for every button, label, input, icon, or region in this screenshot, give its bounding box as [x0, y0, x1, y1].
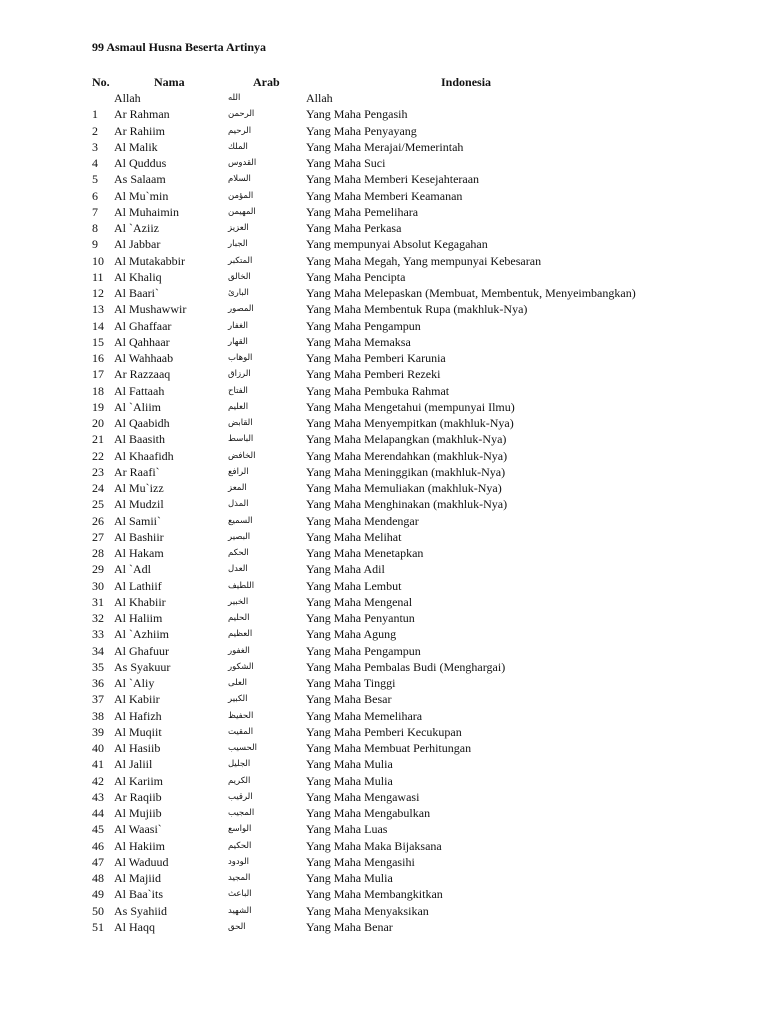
row-arabic: القدوس [228, 158, 257, 168]
row-meaning: Yang Maha Pemberi Rezeki [306, 367, 441, 382]
row-name: Al Ghaffaar [114, 318, 172, 333]
row-arabic: الكبير [228, 694, 248, 705]
row-arabic: الحفيظ [228, 710, 254, 721]
row-name: Al Baasith [114, 432, 165, 447]
row-arabic: المجيد [228, 873, 251, 883]
row-number: 2 [92, 123, 98, 138]
row-number: 50 [92, 903, 104, 918]
row-meaning: Yang Maha Meninggikan (makhluk-Nya) [306, 464, 506, 479]
row-name: Al Malik [114, 139, 158, 154]
row-number: 22 [92, 448, 104, 463]
row-meaning: Allah [306, 91, 333, 105]
document-title: 99 Asmaul Husna Beserta Artinya [92, 40, 267, 54]
table-row [0, 691, 768, 707]
row-name: As Syakuur [114, 659, 171, 674]
row-meaning: Yang Maha Menyaksikan [306, 903, 429, 918]
row-meaning: Yang Maha Melapangkan (makhluk-Nya) [306, 432, 507, 447]
row-meaning: Yang Maha Menetapkan [306, 546, 424, 560]
table-row [0, 366, 768, 382]
row-name: Al Wahhaab [114, 351, 174, 365]
row-meaning: Yang Maha Pengampun [306, 643, 421, 658]
row-name: Al Muqiit [114, 724, 162, 739]
row-meaning: Yang Maha Suci [306, 156, 386, 170]
row-number: 3 [92, 139, 98, 154]
row-meaning: Yang Maha Memuliakan (makhluk-Nya) [306, 481, 502, 495]
row-number: 5 [92, 172, 98, 187]
row-name: Al Fattaah [114, 383, 165, 398]
table-row [0, 383, 768, 399]
row-number: 26 [92, 513, 104, 528]
row-name: Al Majiid [114, 871, 161, 885]
table-row [0, 301, 768, 317]
row-meaning: Yang Maha Pencipta [306, 269, 406, 284]
table-row [0, 123, 768, 139]
table-row [0, 659, 768, 675]
table-row [0, 334, 768, 350]
row-name: Al Qahhaar [114, 334, 170, 349]
row-number: 15 [92, 334, 104, 349]
row-name: Al Hakam [114, 546, 164, 560]
row-number: 40 [92, 741, 104, 755]
table-row [0, 789, 768, 805]
row-number: 16 [92, 351, 104, 365]
row-name: Al Hafizh [114, 708, 162, 723]
table-row [0, 903, 768, 919]
row-meaning: Yang Maha Pengasih [306, 107, 408, 122]
row-name: Ar Raafi` [114, 464, 160, 479]
row-meaning: Yang Maha Memberi Keamanan [306, 188, 463, 203]
row-name: Al Kabiir [114, 692, 160, 707]
row-arabic: المتكبر [228, 255, 253, 266]
row-number: 14 [92, 318, 104, 333]
row-arabic: الخبير [228, 596, 249, 607]
row-meaning: Yang Maha Pemberi Kecukupan [306, 724, 462, 739]
table-row [0, 610, 768, 626]
table-row [0, 496, 768, 512]
row-name: Al `Azhiim [114, 627, 169, 642]
row-name: Al Baa`its [114, 887, 163, 902]
row-number: 23 [92, 464, 104, 479]
row-name: Al Khabiir [114, 594, 166, 609]
row-arabic: الله [228, 93, 241, 103]
table-row [0, 464, 768, 480]
row-arabic: العدل [228, 564, 248, 575]
row-name: Al Hasiib [114, 741, 161, 755]
table-row [0, 188, 768, 204]
row-name: Al Ghafuur [114, 643, 169, 658]
row-arabic: الجليل [228, 759, 251, 770]
table-row [0, 106, 768, 122]
row-arabic: الواسع [228, 824, 252, 835]
row-arabic: العليم [228, 401, 249, 412]
table-row [0, 675, 768, 691]
row-meaning: Yang Maha Mengetahui (mempunyai Ilmu) [306, 399, 515, 414]
row-arabic: العلى [228, 678, 247, 688]
row-arabic: المذل [228, 499, 249, 510]
header-no: No. [92, 75, 110, 89]
row-number: 9 [92, 237, 98, 252]
table-row [0, 155, 768, 171]
table-row [0, 919, 768, 935]
row-meaning: Yang Maha Mengasihi [306, 854, 415, 869]
row-arabic: الحكم [228, 548, 249, 558]
row-number: 39 [92, 724, 104, 739]
row-name: Al Khaafidh [114, 448, 174, 463]
row-name: Al Jaliil [114, 757, 153, 772]
row-name: Al `Aliy [114, 676, 155, 690]
table-row [0, 399, 768, 415]
row-number: 6 [92, 188, 98, 203]
row-number: 43 [92, 789, 104, 804]
row-meaning: Yang Maha Pengampun [306, 318, 421, 333]
row-number: 1 [92, 107, 98, 122]
row-number: 46 [92, 838, 104, 853]
row-meaning: Yang Maha Mengabulkan [306, 806, 431, 820]
table-row [0, 415, 768, 431]
table-row [0, 513, 768, 529]
row-number: 17 [92, 367, 104, 382]
row-meaning: Yang Maha Besar [306, 692, 392, 707]
row-meaning: Yang Maha Pemelihara [306, 204, 419, 219]
row-number: 20 [92, 416, 104, 430]
row-name: Al Waasi` [114, 822, 162, 837]
row-arabic: الوهاب [228, 353, 253, 363]
names-table [0, 90, 768, 935]
row-number: 51 [92, 919, 104, 934]
row-arabic: الملك [228, 141, 248, 152]
row-number: 7 [92, 204, 98, 219]
row-name: Ar Razzaaq [114, 367, 171, 382]
row-number: 19 [92, 399, 104, 414]
row-arabic: الخالق [228, 271, 251, 282]
row-number: 21 [92, 432, 104, 447]
table-row [0, 269, 768, 285]
row-meaning: Yang Maha Mendengar [306, 513, 419, 528]
row-meaning: Yang Maha Perkasa [306, 221, 402, 235]
row-number: 8 [92, 221, 98, 235]
table-row [0, 561, 768, 577]
row-number: 10 [92, 253, 104, 268]
row-name: Al Mujiib [114, 806, 162, 820]
row-number: 31 [92, 594, 104, 609]
row-name: Al Mushawwir [114, 302, 187, 317]
row-meaning: Yang Maha Membentuk Rupa (makhluk-Nya) [306, 302, 528, 317]
row-meaning: Yang mempunyai Absolut Kegagahan [306, 237, 488, 252]
row-number: 11 [92, 269, 104, 284]
row-number: 18 [92, 383, 104, 398]
row-arabic: القابض [228, 418, 253, 428]
table-row [0, 448, 768, 464]
row-name: Allah [114, 91, 141, 105]
row-meaning: Yang Maha Memberi Kesejahteraan [306, 172, 480, 187]
row-arabic: الغفار [228, 320, 249, 331]
row-number: 33 [92, 627, 104, 642]
row-meaning: Yang Maha Merajai/Memerintah [306, 139, 464, 154]
row-number: 36 [92, 676, 104, 690]
table-row [0, 594, 768, 610]
row-meaning: Yang Maha Mulia [306, 757, 393, 772]
row-number: 24 [92, 481, 104, 495]
row-number: 27 [92, 529, 104, 544]
row-name: Al `Adl [114, 562, 151, 577]
row-number: 32 [92, 611, 104, 625]
row-number: 44 [92, 806, 104, 820]
row-number: 42 [92, 773, 104, 788]
row-number: 35 [92, 659, 104, 674]
table-row [0, 578, 768, 594]
row-number: 49 [92, 887, 104, 902]
row-number: 38 [92, 708, 104, 723]
row-meaning: Yang Maha Pembuka Rahmat [306, 383, 450, 398]
row-number: 30 [92, 578, 104, 593]
row-name: Ar Rahiim [114, 123, 165, 138]
row-meaning: Yang Maha Pembalas Budi (Menghargai) [306, 659, 506, 674]
row-name: Al Kariim [114, 773, 163, 788]
row-arabic: الخافض [228, 450, 256, 461]
row-meaning: Yang Maha Menghinakan (makhluk-Nya) [306, 497, 508, 512]
row-arabic: الحليم [228, 613, 250, 623]
table-row [0, 740, 768, 756]
table-row [0, 171, 768, 187]
table-row [0, 285, 768, 301]
row-name: Al Mudzil [114, 497, 164, 512]
row-name: Ar Rahman [114, 107, 170, 122]
row-arabic: الشكور [228, 661, 254, 672]
table-row [0, 529, 768, 545]
row-arabic: الفتاح [228, 385, 248, 396]
row-arabic: البارئ [228, 288, 249, 298]
row-number: 25 [92, 497, 104, 512]
row-meaning: Yang Maha Mengawasi [306, 789, 420, 804]
table-row [0, 236, 768, 252]
row-arabic: اللطيف [228, 580, 255, 591]
row-meaning: Yang Maha Membuat Perhitungan [306, 741, 472, 755]
row-arabic: المؤمن [228, 190, 254, 201]
row-arabic: الرحمن [228, 109, 255, 120]
row-name: Al Mutakabbir [114, 253, 185, 268]
row-name: Al Khaliq [114, 269, 162, 284]
row-arabic: الحكيم [228, 840, 252, 851]
row-name: As Syahiid [114, 903, 168, 918]
row-arabic: الكريم [228, 775, 251, 786]
row-meaning: Yang Maha Penyantun [306, 611, 415, 625]
row-arabic: الحق [228, 921, 246, 932]
row-meaning: Yang Maha Pemberi Karunia [306, 351, 446, 365]
row-arabic: الودود [228, 856, 250, 867]
row-name: Al `Aliim [114, 399, 161, 414]
row-arabic: القهار [228, 336, 248, 347]
row-name: Al `Aziiz [114, 221, 159, 235]
table-row [0, 886, 768, 902]
row-arabic: المقيت [228, 726, 254, 737]
row-meaning: Yang Maha Mulia [306, 871, 393, 885]
row-name: Al Baari` [114, 286, 159, 300]
row-meaning: Yang Maha Memelihara [306, 708, 423, 723]
table-row [0, 431, 768, 447]
header-nama: Nama [154, 75, 185, 89]
row-meaning: Yang Maha Maka Bijaksana [306, 838, 442, 853]
header-arab: Arab [253, 75, 280, 89]
table-row [0, 318, 768, 334]
row-arabic: الرقيب [228, 791, 253, 802]
row-meaning: Yang Maha Luas [306, 822, 388, 837]
row-name: Al Quddus [114, 156, 167, 170]
row-number: 34 [92, 643, 104, 658]
row-meaning: Yang Maha Mengenal [306, 594, 413, 609]
row-name: Al Waduud [114, 854, 169, 869]
row-arabic: الجبار [228, 239, 248, 250]
table-row [0, 626, 768, 642]
table-row [0, 708, 768, 724]
table-row [0, 821, 768, 837]
row-meaning: Yang Maha Membangkitkan [306, 887, 443, 902]
table-row [0, 204, 768, 220]
row-arabic: العظيم [228, 629, 253, 640]
row-name: Al Haqq [114, 919, 155, 934]
header-indonesia: Indonesia [441, 75, 492, 89]
row-arabic: الرزاق [228, 369, 251, 380]
row-number: 13 [92, 302, 104, 317]
table-row [0, 854, 768, 870]
row-name: Al Haliim [114, 611, 163, 625]
row-meaning: Yang Maha Penyayang [306, 123, 417, 138]
row-name: Al Muhaimin [114, 204, 179, 219]
table-row [0, 139, 768, 155]
row-name: As Salaam [114, 172, 166, 187]
row-number: 47 [92, 854, 104, 869]
row-name: Al Mu`izz [114, 481, 164, 495]
row-arabic: الرافع [228, 466, 249, 477]
table-row [0, 220, 768, 236]
row-meaning: Yang Maha Melihat [306, 529, 402, 544]
row-meaning: Yang Maha Megah, Yang mempunyai Kebesaran [306, 253, 542, 268]
row-meaning: Yang Maha Lembut [306, 578, 402, 593]
row-name: Al Hakiim [114, 838, 165, 853]
row-arabic: السميع [228, 515, 253, 526]
row-arabic: الباعث [228, 889, 252, 900]
row-arabic: الباسط [228, 434, 254, 445]
row-name: Al Qaabidh [114, 416, 170, 430]
row-number: 41 [92, 757, 104, 772]
row-name: Al Lathiif [114, 578, 162, 593]
row-arabic: الرحيم [228, 125, 252, 136]
table-row [0, 480, 768, 496]
table-row [0, 756, 768, 772]
row-number: 29 [92, 562, 104, 577]
row-number: 12 [92, 286, 104, 300]
row-meaning: Yang Maha Mulia [306, 773, 393, 788]
table-row [0, 643, 768, 659]
row-number: 28 [92, 546, 104, 560]
row-meaning: Yang Maha Menyempitkan (makhluk-Nya) [306, 416, 514, 430]
row-meaning: Yang Maha Merendahkan (makhluk-Nya) [306, 448, 508, 463]
row-meaning: Yang Maha Adil [306, 562, 385, 577]
row-arabic: السلام [228, 174, 251, 185]
table-row [0, 90, 768, 106]
row-name: Al Samii` [114, 513, 161, 528]
row-arabic: المعز [228, 483, 247, 493]
row-name: Ar Raqiib [114, 789, 162, 804]
row-arabic: المجيب [228, 808, 255, 818]
row-arabic: البصير [228, 531, 251, 542]
table-row [0, 545, 768, 561]
row-arabic: الحسيب [228, 743, 257, 753]
table-row [0, 724, 768, 740]
row-meaning: Yang Maha Tinggi [306, 676, 396, 690]
row-arabic: الشهيد [228, 905, 252, 916]
row-arabic: العزيز [228, 223, 249, 233]
table-row [0, 350, 768, 366]
row-meaning: Yang Maha Memaksa [306, 334, 411, 349]
row-name: Al Mu`min [114, 188, 169, 203]
row-number: 48 [92, 871, 104, 885]
row-arabic: المصور [228, 304, 254, 315]
row-number: 45 [92, 822, 104, 837]
table-row [0, 773, 768, 789]
row-meaning: Yang Maha Benar [306, 919, 393, 934]
table-row [0, 253, 768, 269]
row-number: 4 [92, 156, 98, 170]
row-name: Al Jabbar [114, 237, 161, 252]
table-row [0, 805, 768, 821]
table-row [0, 870, 768, 886]
row-name: Al Bashiir [114, 529, 164, 544]
row-meaning: Yang Maha Agung [306, 627, 397, 642]
table-row [0, 838, 768, 854]
row-arabic: الغفور [228, 645, 250, 656]
row-arabic: المهيمن [228, 206, 256, 217]
row-meaning: Yang Maha Melepaskan (Membuat, Membentuk, Menyeimbangkan) [306, 286, 636, 300]
row-number: 37 [92, 692, 104, 707]
